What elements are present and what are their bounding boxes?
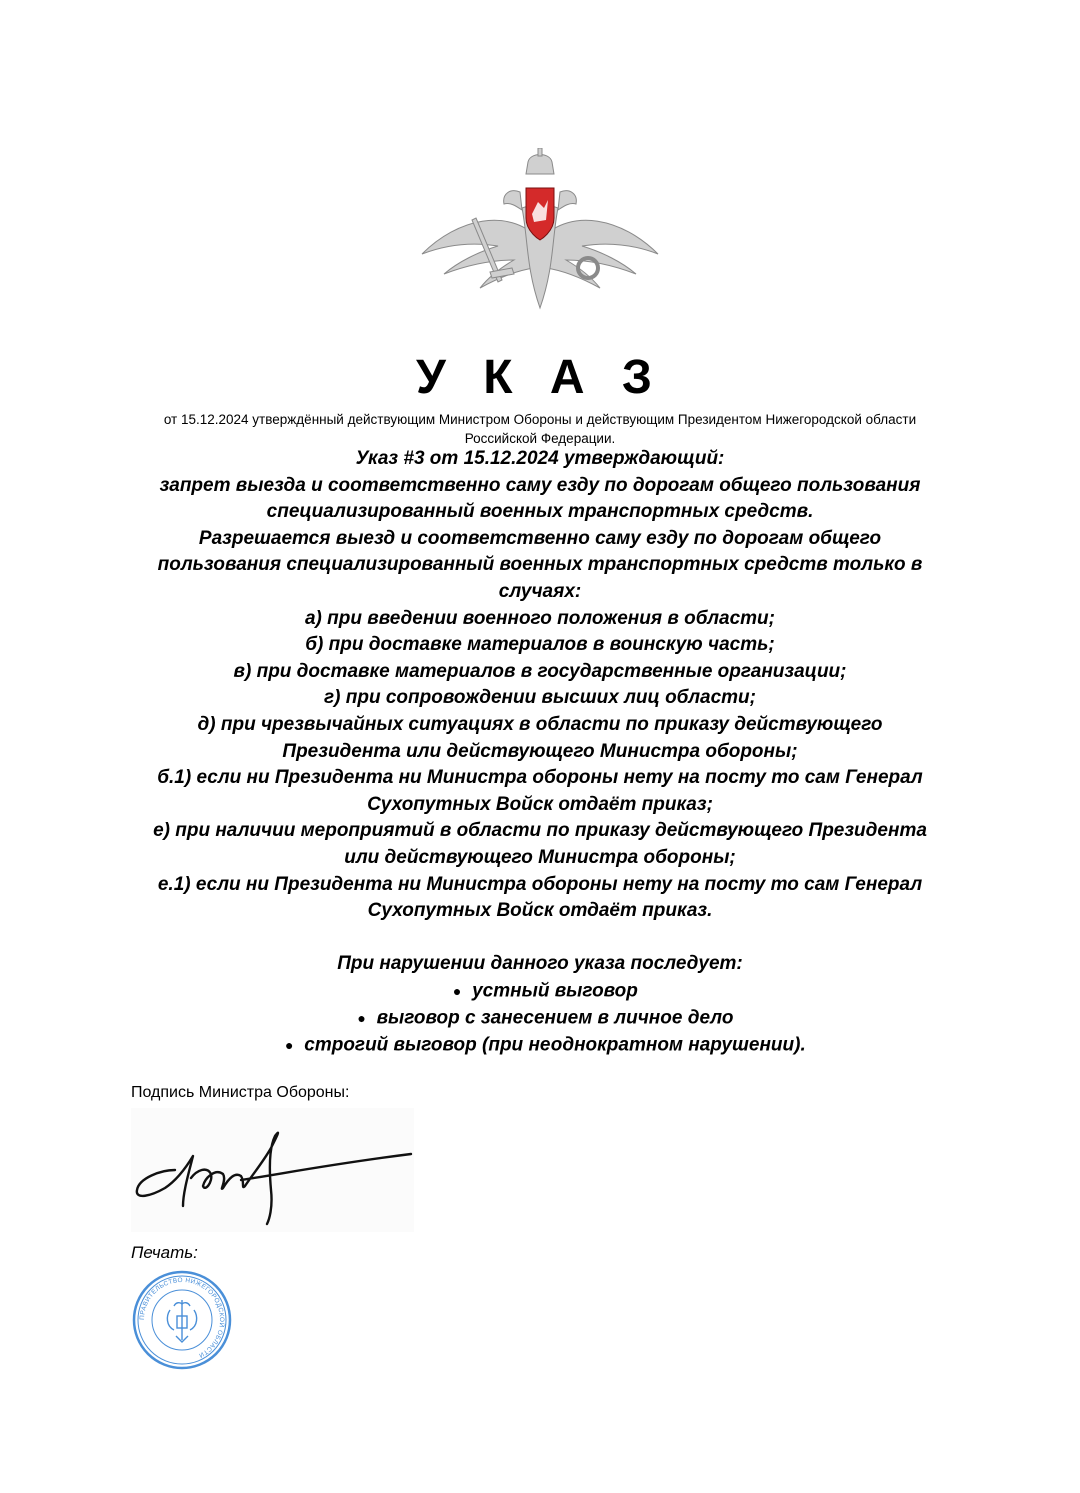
penalty-heading: При нарушении данного указа последует: xyxy=(337,953,743,975)
decree-body xyxy=(100,446,980,1059)
bullet-icon: ● xyxy=(357,1009,366,1026)
body-line: специализированный военных транспортных средств. xyxy=(266,501,814,523)
body-line: в) при доставке материалов в государственные организации; xyxy=(233,660,847,682)
bullet-icon: ● xyxy=(285,1036,294,1053)
body-line: а) при введении военного положения в области; xyxy=(304,607,775,629)
body-line: г) при сопровождении высших лиц области; xyxy=(324,687,756,709)
official-seal xyxy=(132,1270,232,1370)
stamp-label: Печать: xyxy=(131,1243,198,1262)
subtitle-line-2: Российской Федерации. xyxy=(464,431,616,446)
body-line: Сухопутных Войск отдаёт приказ. xyxy=(367,900,713,922)
body-line: е) при наличии мероприятий в области по приказу действующего Президента xyxy=(153,820,927,842)
body-line: Президента или действующего Министра обороны; xyxy=(282,740,798,762)
seal-text: ПРАВИТЕЛЬСТВО НИЖЕГОРОДСКОЙ ОБЛАСТИ xyxy=(138,1276,226,1359)
decree-subtitle xyxy=(120,410,960,448)
subtitle-line-1: от 15.12.2024 утверждённый действующим Министром Обороны и действующим Президентом Нижегородской области xyxy=(163,412,917,427)
body-line: или действующего Министра обороны; xyxy=(344,846,736,868)
penalty-item xyxy=(100,978,980,1005)
body-line: е.1) если ни Президента ни Министра обороны нету на посту то сам Генерал xyxy=(157,873,923,895)
body-line: д) при чрезвычайных ситуациях в области по приказу действующего xyxy=(197,713,883,735)
body-line: случаях: xyxy=(498,580,582,602)
signature-image xyxy=(131,1108,414,1232)
emblem-double-headed-eagle xyxy=(418,148,662,314)
body-line: б.1) если ни Президента ни Министра обороны нету на посту то сам Генерал xyxy=(157,767,923,789)
body-line: пользования специализированный военных транспортных средств только в xyxy=(157,554,923,576)
penalty-list xyxy=(100,978,980,1059)
body-line: запрет выезда и соответственно саму езду по дорогам общего пользования xyxy=(159,474,921,496)
penalty-item xyxy=(100,1032,980,1059)
signature-label: Подпись Министра Обороны: xyxy=(131,1084,350,1101)
body-line: Указ #3 от 15.12.2024 утверждающий: xyxy=(355,448,725,469)
paragraph-gap xyxy=(100,925,980,952)
body-line: б) при доставке материалов в воинскую часть; xyxy=(305,634,775,656)
penalty-text: выговор с занесением в личное дело xyxy=(376,1007,734,1029)
bullet-icon: ● xyxy=(452,982,462,999)
penalty-text: устный выговор xyxy=(472,980,638,1002)
body-line: Сухопутных Войск отдаёт приказ; xyxy=(367,793,713,815)
penalty-item xyxy=(100,1005,980,1032)
body-line: Разрешается выезд и соответственно саму езду по дорогам общего xyxy=(198,527,882,549)
page-title: У К А З xyxy=(416,351,664,404)
penalty-text: строгий выговор (при неоднократном нарушении). xyxy=(304,1034,806,1055)
